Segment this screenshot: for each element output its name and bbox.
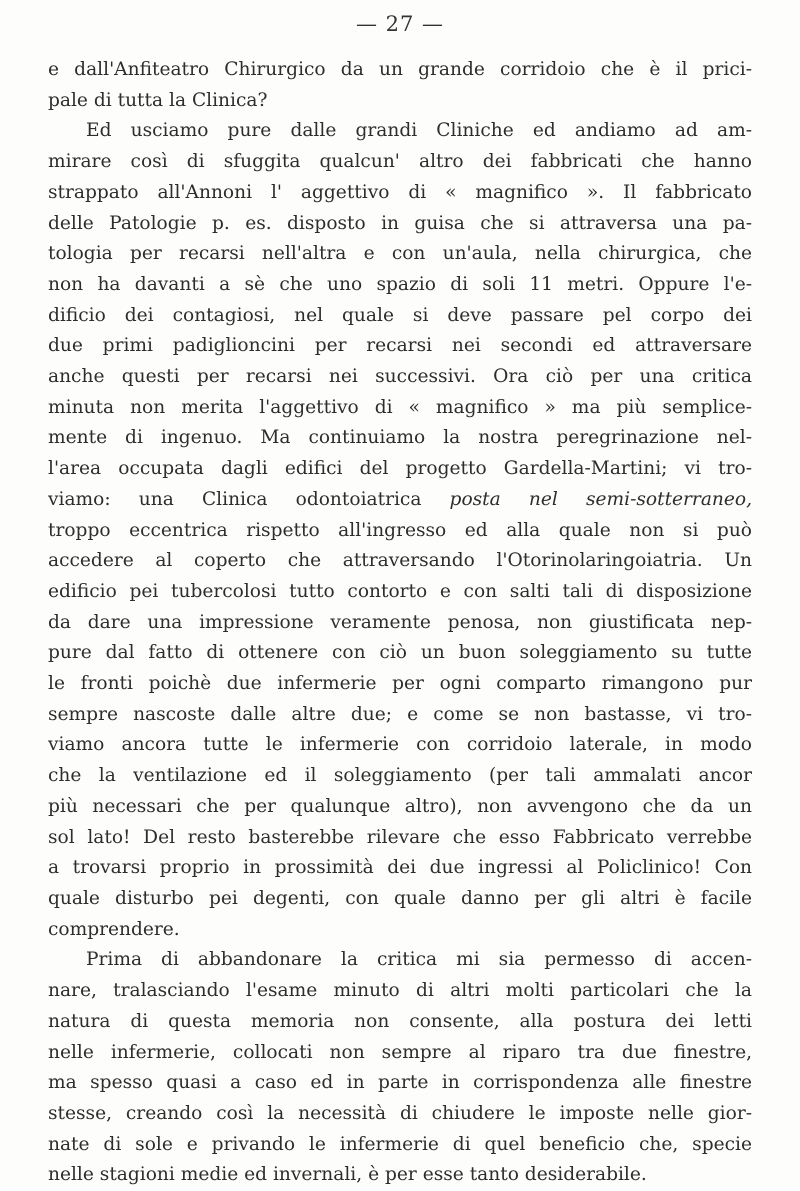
text-line: edificio pei tubercolosi tutto contorto e con salti tali di disposizione bbox=[48, 580, 752, 602]
text-line: due primi padiglioncini per recarsi nei secondi ed attraversare bbox=[48, 335, 752, 357]
italic-segment: posta nel semi-sotterraneo, bbox=[449, 488, 752, 510]
text-line: sol lato! Del resto basterebbe rilevare che esso Fabbricato verrebbe bbox=[48, 826, 752, 848]
text-line: da dare una impressione veramente penosa, non giustificata nep- bbox=[48, 611, 752, 633]
paragraph-2 bbox=[48, 116, 752, 945]
paragraph-3 bbox=[48, 945, 752, 1191]
text-line: mente di ingenuo. Ma continuiamo la nostra peregrinazione nel- bbox=[48, 427, 752, 449]
text-line: stesse, creando così la necessità di chiudere le imposte nelle gior- bbox=[48, 1102, 752, 1124]
text-line: nelle stagioni medie ed invernali, è per esse tanto desiderabile. bbox=[48, 1164, 647, 1186]
text-line: sempre nascoste dalle altre due; e come se non bastasse, vi tro- bbox=[48, 703, 752, 725]
text-segment: viamo: una Clinica odontoiatrica bbox=[48, 488, 450, 510]
text-line: natura di questa memoria non consente, alla postura dei letti bbox=[48, 1010, 752, 1032]
text-line: troppo eccentrica rispetto all'ingresso ed alla quale non si può bbox=[48, 519, 752, 541]
text-line: a trovarsi proprio in prossimità dei due ingressi al Policlinico! Con bbox=[48, 857, 752, 879]
text-line: strappato all'Annoni l' aggettivo di « magnifico ». Il fabbricato bbox=[48, 181, 752, 203]
text-line: nelle infermerie, collocati non sempre al riparo tra due finestre, bbox=[48, 1041, 752, 1063]
text-line: più necessari che per qualunque altro), non avvengono che da un bbox=[48, 795, 752, 817]
text-line: minuta non merita l'aggettivo di « magnifico » ma più semplice- bbox=[48, 396, 752, 418]
paragraph-1 bbox=[48, 55, 752, 116]
text-line: mirare così di sfuggita qualcun' altro dei fabbricati che hanno bbox=[48, 151, 752, 173]
text-line: dificio dei contagiosi, nel quale si deve passare pel corpo dei bbox=[48, 304, 752, 326]
text-line-with-italic bbox=[48, 485, 752, 516]
text-line: accedere al coperto che attraversando l'Otorinolaringoiatria. Un bbox=[48, 550, 752, 572]
text-line: viamo ancora tutte le infermerie con corridoio laterale, in modo bbox=[48, 734, 752, 756]
text-line: nate di sole e privando le infermerie di quel beneficio che, specie bbox=[48, 1133, 752, 1155]
text-line: tologia per recarsi nell'altra e con un'aula, nella chirurgica, che bbox=[48, 243, 752, 265]
text-line: ma spesso quasi a caso ed in parte in corrispondenza alle finestre bbox=[48, 1072, 752, 1094]
text-line: le fronti poichè due infermerie per ogni comparto rimangono pur bbox=[48, 673, 752, 695]
text-line: comprendere. bbox=[48, 918, 180, 940]
text-line: che la ventilazione ed il soleggiamento (per tali ammalati ancor bbox=[48, 765, 752, 787]
text-line: Prima di abbandonare la critica mi sia permesso di accen- bbox=[86, 949, 752, 971]
text-line: delle Patologie p. es. disposto in guisa che si attraversa una pa- bbox=[48, 212, 752, 234]
text-line: pale di tutta la Clinica? bbox=[48, 89, 268, 111]
text-line: non ha davanti a sè che uno spazio di soli 11 metri. Oppure l'e- bbox=[48, 273, 752, 295]
body-text bbox=[48, 55, 752, 1191]
text-line: l'area occupata dagli edifici del progetto Gardella-Martini; vi tro- bbox=[48, 458, 752, 480]
text-line: pure dal fatto di ottenere con ciò un buon soleggiamento su tutte bbox=[48, 642, 752, 664]
page-number: — 27 — bbox=[355, 12, 445, 36]
text-line: quale disturbo pei degenti, con quale danno per gli altri è facile bbox=[48, 887, 752, 909]
text-line: e dall'Anfiteatro Chirurgico da un grande corridoio che è il prici- bbox=[48, 59, 752, 80]
text-line: Ed usciamo pure dalle grandi Cliniche ed andiamo ad am- bbox=[86, 120, 752, 142]
text-line: anche questi per recarsi nei successivi. Ora ciò per una critica bbox=[48, 366, 752, 388]
text-line: nare, tralasciando l'esame minuto di altri molti particolari che la bbox=[48, 980, 752, 1002]
